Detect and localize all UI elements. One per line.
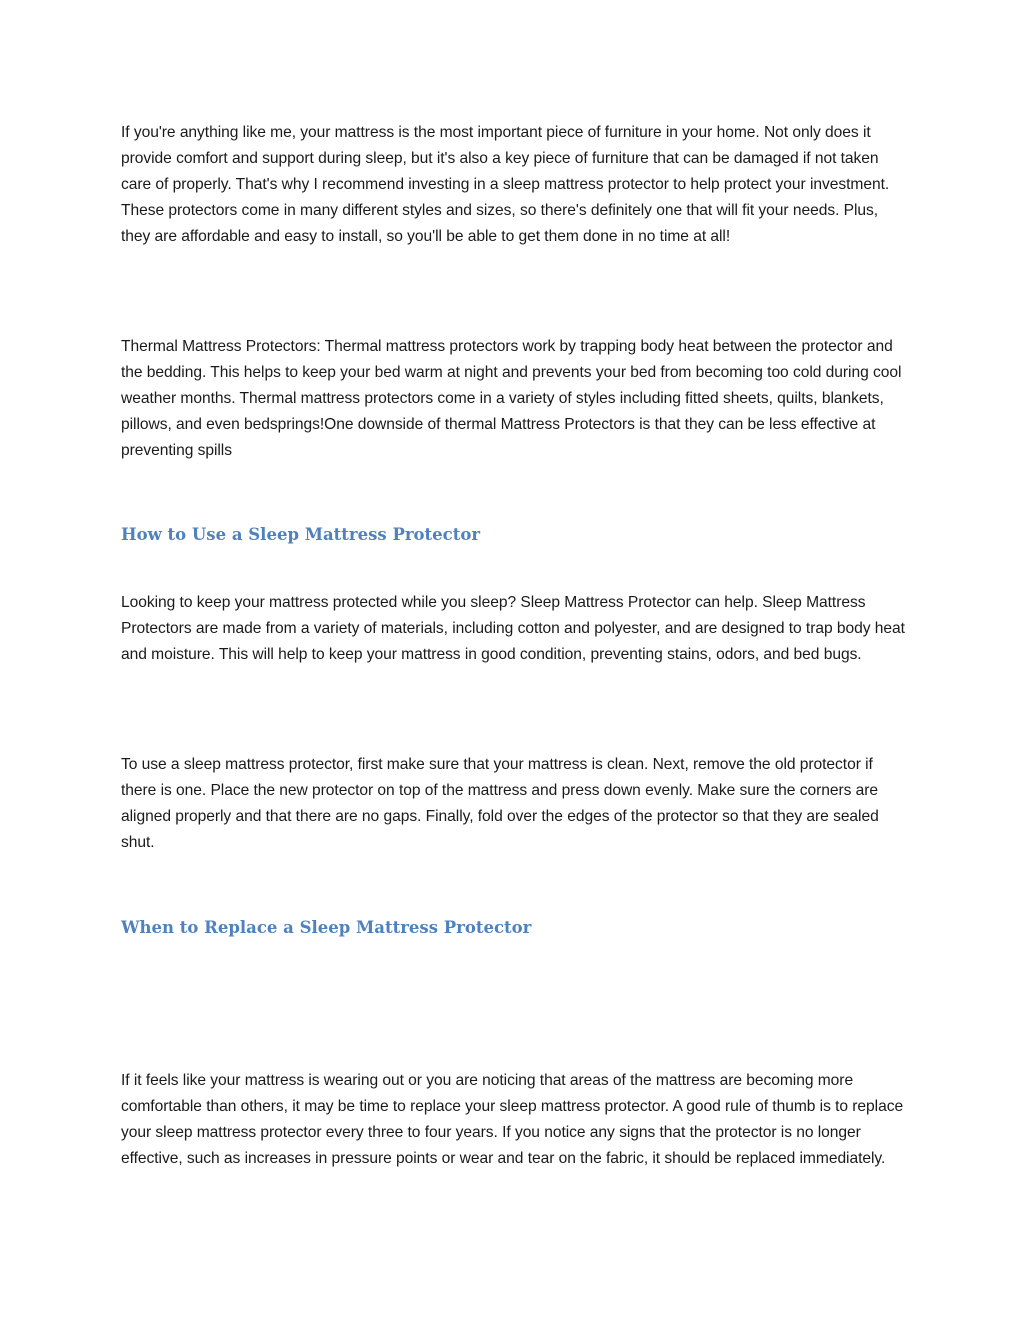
intro-paragraph: If you're anything like me, your mattress is the most important piece of furniture in your home. Not only does it provide comfort and support during sleep, but it's also a key piece of furniture that can be damaged if not taken care of properly. That's why I recommend investing in a sleep mattress protector to help protect your investment. These protectors come in many different styles and sizes, so there's definitely one that will fit your needs. Plus, they are affordable and easy to install, so you'll be able to get them done in no time at all! xyxy=(121,124,890,245)
thermal-protectors-paragraph: Thermal Mattress Protectors: Thermal mattress protectors work by trapping body heat between the protector and the bedding. This helps to keep your bed warm at night and prevents your bed from becoming too cold during cool weather months. Thermal mattress protectors come in a variety of styles including fitted sheets, quilts, blankets, pillows, and even bedsprings!One downside of thermal Mattress Protectors is that they can be less effective at preventing spills xyxy=(121,338,902,459)
replace-paragraph: If it feels like your mattress is wearing out or you are noticing that areas of the mattress are becoming more comfortable than others, it may be time to replace your sleep mattress protector. A good rule of thumb is to replace your sleep mattress protector every three to four years. If you notice any signs that the protector is no longer effective, such as increases in pressure points or wear and tear on the fabric, it should be replaced immediately. xyxy=(121,1072,904,1167)
how-to-use-steps-paragraph: To use a sleep mattress protector, first make sure that your mattress is clean. Next, remove the old protector if there is one. Place the new protector on top of the mattress and press down evenly. Make sure the corners are aligned properly and that there are no gaps. Finally, fold over the edges of the protector so that they are sealed shut. xyxy=(121,756,879,851)
how-to-use-heading: How to Use a Sleep Mattress Protector xyxy=(121,525,481,544)
how-to-use-intro-paragraph: Looking to keep your mattress protected while you sleep? Sleep Mattress Protector can help. Sleep Mattress Protectors are made from a variety of materials, including cotton and polyester, and are designed to trap body heat and moisture. This will help to keep your mattress in good condition, preventing stains, odors, and bed bugs. xyxy=(121,594,905,663)
when-to-replace-heading: When to Replace a Sleep Mattress Protector xyxy=(121,918,532,937)
